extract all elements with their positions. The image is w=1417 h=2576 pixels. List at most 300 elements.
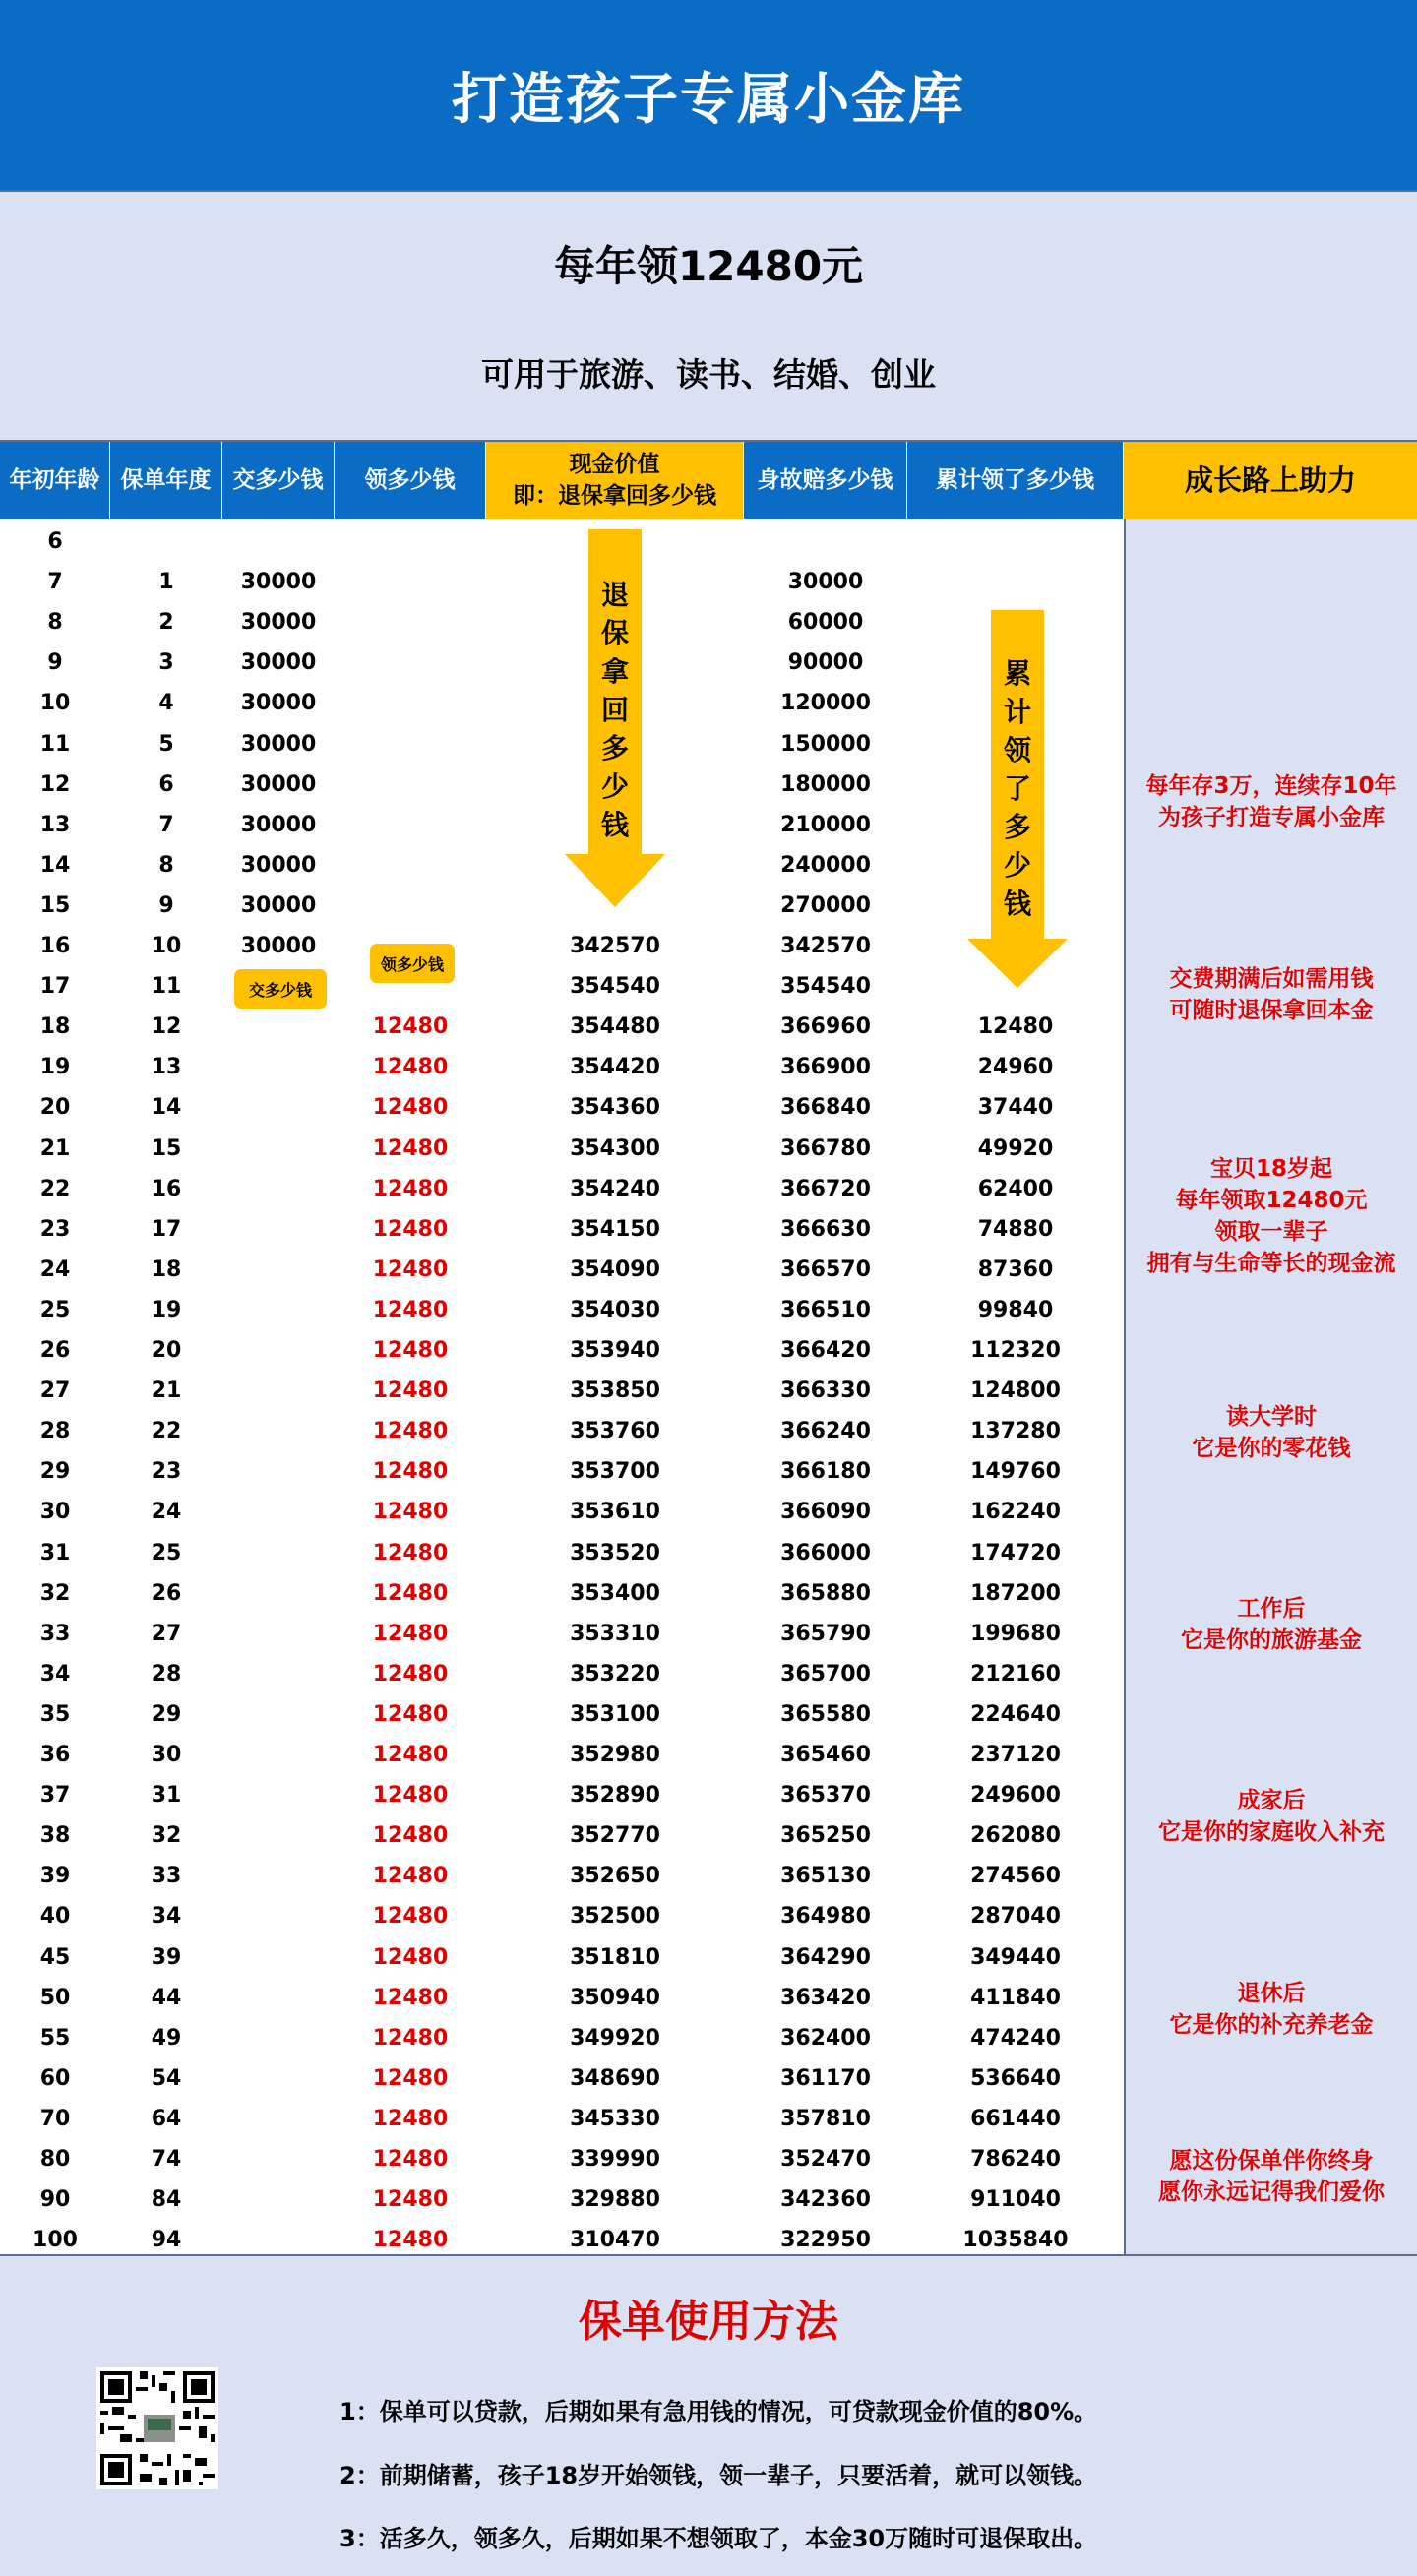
- side-note: [1126, 1153, 1417, 1279]
- cell-cash-value: 352500: [570, 1904, 660, 1930]
- cell-receive: 12480: [372, 2228, 449, 2253]
- cell-age: 9: [47, 650, 63, 676]
- cell-cumulative: 911040: [970, 2187, 1061, 2213]
- side-note-line: 工作后: [1237, 1596, 1306, 1622]
- cell-cash-value: 353940: [570, 1338, 660, 1363]
- cell-receive: 12480: [372, 1701, 449, 1727]
- cell-death-benefit: 352470: [780, 2147, 871, 2172]
- cell-pay: [210, 1492, 347, 1532]
- cell-cash-value: 352890: [570, 1783, 660, 1809]
- cell-policy-year: 12: [151, 1014, 182, 1040]
- cell-death-benefit: 365880: [780, 1580, 871, 1606]
- cell-cumulative: 262080: [970, 1823, 1061, 1849]
- cell-age: 90: [39, 2187, 71, 2213]
- cell-receive: 12480: [372, 1944, 449, 1970]
- cell-death-benefit: 210000: [780, 812, 871, 837]
- side-note-line: 为孩子打造专属小金库: [1158, 805, 1385, 830]
- cell-pay: 30000: [240, 852, 317, 878]
- cell-cash-value: 354540: [570, 974, 660, 1000]
- cell-age: 39: [39, 1864, 71, 1889]
- cell-receive: 12480: [372, 1621, 449, 1646]
- cell-age: 33: [39, 1621, 71, 1646]
- cell-receive: 12480: [372, 1297, 449, 1322]
- cell-receive: [341, 805, 479, 845]
- cell-receive: [341, 562, 479, 602]
- cell-cumulative: [947, 521, 1084, 562]
- cell-cash-value: 353850: [570, 1379, 660, 1404]
- cell-age: 11: [39, 731, 71, 757]
- header-pay: 交多少钱: [222, 442, 335, 519]
- cell-age: 80: [39, 2147, 71, 2172]
- cell-cash-value: 352980: [570, 1743, 660, 1767]
- cell-death-benefit: 361170: [780, 2065, 871, 2091]
- cell-cash-value: 339990: [570, 2147, 660, 2172]
- cell-age: 16: [39, 934, 71, 958]
- cell-death-benefit: 365130: [780, 1864, 871, 1889]
- cell-death-benefit: 270000: [780, 892, 871, 918]
- cell-cumulative: 237120: [970, 1743, 1061, 1767]
- header-cash-value-line2: 即：退保拿回多少钱: [513, 483, 716, 509]
- cell-cumulative: 199680: [970, 1621, 1061, 1646]
- cell-death-benefit: 365790: [780, 1621, 871, 1646]
- side-note: [1126, 2145, 1417, 2208]
- cell-policy-year: 3: [158, 650, 174, 676]
- cell-age: 34: [39, 1661, 71, 1687]
- cell-cash-value: 353400: [570, 1580, 660, 1606]
- side-note-line: 可随时退保拿回本金: [1169, 998, 1374, 1023]
- subtitle-uses: 可用于旅游、读书、结婚、创业: [481, 355, 936, 394]
- side-note-line: 成家后: [1237, 1788, 1306, 1813]
- cell-receive: 12480: [372, 1055, 449, 1080]
- cell-age: 18: [39, 1014, 71, 1040]
- cell-receive: 12480: [372, 1580, 449, 1606]
- cell-age: 26: [39, 1338, 71, 1363]
- cell-cash-value: 354240: [570, 1176, 660, 1201]
- cell-age: 21: [39, 1135, 71, 1161]
- side-note-line: 每年领取12480元: [1175, 1188, 1368, 1213]
- cell-policy-year: 54: [151, 2065, 182, 2091]
- cell-cumulative: 37440: [977, 1095, 1054, 1121]
- cell-age: 32: [39, 1580, 71, 1606]
- cell-death-benefit: 366090: [780, 1500, 871, 1525]
- cell-death-benefit: 180000: [780, 771, 871, 797]
- cell-policy-year: 11: [151, 974, 182, 1000]
- cell-receive: [341, 643, 479, 683]
- cell-death-benefit: 366570: [780, 1257, 871, 1282]
- cell-death-benefit: 366780: [780, 1135, 871, 1161]
- table-row: [0, 886, 1124, 926]
- cell-age: 37: [39, 1783, 71, 1809]
- cell-death-benefit: 60000: [787, 610, 864, 636]
- cell-age: 23: [39, 1216, 71, 1242]
- side-note-line: 它是你的旅游基金: [1181, 1627, 1362, 1653]
- cell-pay: [210, 2179, 347, 2220]
- cell-policy-year: 4: [158, 691, 174, 716]
- cell-age: 60: [39, 2065, 71, 2091]
- cell-death-benefit: 365250: [780, 1823, 871, 1849]
- cell-receive: 12480: [372, 2065, 449, 2091]
- cell-pay: [210, 1371, 347, 1411]
- cell-death-benefit: 366180: [780, 1459, 871, 1485]
- cell-age: 12: [39, 771, 71, 797]
- cell-death-benefit: 366510: [780, 1297, 871, 1322]
- cell-cumulative: 74880: [977, 1216, 1054, 1242]
- cell-policy-year: 6: [158, 771, 174, 797]
- cell-receive: 12480: [372, 1743, 449, 1767]
- cell-cumulative: 137280: [970, 1419, 1061, 1444]
- subtitle-band: [0, 192, 1417, 442]
- cell-policy-year: 1: [158, 570, 174, 595]
- cell-cash-value: 329880: [570, 2187, 660, 2213]
- header-cash-value: [486, 442, 744, 519]
- side-note: [1126, 1978, 1417, 2041]
- cell-receive: 12480: [372, 2147, 449, 2172]
- side-note-line: 宝贝18岁起: [1209, 1156, 1332, 1182]
- cell-policy-year: 26: [151, 1580, 182, 1606]
- cell-cash-value: 353310: [570, 1621, 660, 1646]
- usage-footer: [0, 2254, 1417, 2576]
- cell-cash-value: 348690: [570, 2065, 660, 2091]
- cell-cash-value: 350940: [570, 1985, 660, 2010]
- cell-age: 17: [39, 974, 71, 1000]
- cell-pay: 30000: [240, 570, 317, 595]
- title-banner: [0, 0, 1417, 192]
- table-row: [0, 1209, 1124, 1250]
- cell-age: 20: [39, 1095, 71, 1121]
- table-row: [0, 1371, 1124, 1411]
- side-note-line: 领取一辈子: [1214, 1219, 1328, 1245]
- cell-policy-year: 7: [158, 812, 174, 837]
- cell-cash-value: 353700: [570, 1459, 660, 1485]
- table-row: [0, 602, 1124, 643]
- cell-cumulative: [947, 562, 1084, 602]
- cell-pay: [210, 1250, 347, 1290]
- cell-cumulative: 349440: [970, 1944, 1061, 1970]
- cell-pay: [210, 1451, 347, 1492]
- header-policy-year: 保单年度: [110, 442, 222, 519]
- side-note: [1126, 770, 1417, 833]
- cell-age: 40: [39, 1904, 71, 1930]
- header-receive: 领多少钱: [335, 442, 486, 519]
- cell-policy-year: 49: [151, 2025, 182, 2051]
- cell-death-benefit: 365700: [780, 1661, 871, 1687]
- cell-cumulative: 162240: [970, 1500, 1061, 1525]
- cell-cash-value: 354360: [570, 1095, 660, 1121]
- table-row: [0, 1978, 1124, 2018]
- cell-death-benefit: 366960: [780, 1014, 871, 1040]
- side-note-line: 愿这份保单伴你终身: [1169, 2148, 1374, 2174]
- cell-death-benefit: 366000: [780, 1540, 871, 1565]
- cell-policy-year: 31: [151, 1783, 182, 1809]
- cell-age: 24: [39, 1257, 71, 1282]
- side-note: [1126, 1401, 1417, 1464]
- cell-cash-value: 353760: [570, 1419, 660, 1444]
- cell-policy-year: 34: [151, 1904, 182, 1930]
- cell-policy-year: 15: [151, 1135, 182, 1161]
- side-note-line: 它是你的家庭收入补充: [1158, 1819, 1385, 1845]
- cell-pay: [210, 2139, 347, 2179]
- qr-code-icon: [96, 2367, 218, 2489]
- cell-cash-value: 353220: [570, 1661, 660, 1687]
- table-row: [0, 683, 1124, 723]
- cell-age: 6: [47, 529, 63, 554]
- cell-policy-year: 32: [151, 1823, 182, 1849]
- cell-policy-year: 44: [151, 1985, 182, 2010]
- cell-cash-value: 354030: [570, 1297, 660, 1322]
- cell-pay: 30000: [240, 650, 317, 676]
- cell-cumulative: 474240: [970, 2025, 1061, 2051]
- cell-pay: [210, 1614, 347, 1654]
- cell-pay: [210, 1856, 347, 1896]
- side-note: [1126, 1593, 1417, 1656]
- cell-cumulative: 12480: [977, 1014, 1054, 1040]
- cell-policy-year: 23: [151, 1459, 182, 1485]
- table-row: [0, 926, 1124, 966]
- cell-death-benefit: 366330: [780, 1379, 871, 1404]
- table-row: [0, 2058, 1124, 2099]
- cell-age: 100: [32, 2228, 78, 2253]
- cell-pay: [210, 1209, 347, 1250]
- cell-age: 13: [39, 812, 71, 837]
- table-row: [0, 1937, 1124, 1978]
- cell-receive: 12480: [372, 2187, 449, 2213]
- cell-death-benefit: 365580: [780, 1701, 871, 1727]
- cell-cash-value: 354300: [570, 1135, 660, 1161]
- cell-age: 45: [39, 1944, 71, 1970]
- cell-pay: [210, 2058, 347, 2099]
- cell-age: 55: [39, 2025, 71, 2051]
- cell-pay: [210, 1290, 347, 1330]
- cell-cash-value: 353610: [570, 1500, 660, 1525]
- cell-death-benefit: 322950: [780, 2228, 871, 2253]
- cell-death-benefit: 357810: [780, 2106, 871, 2131]
- cell-policy-year: 19: [151, 1297, 182, 1322]
- cell-cumulative: 224640: [970, 1701, 1061, 1727]
- cell-death-benefit: 150000: [780, 731, 871, 757]
- table-row: [0, 1573, 1124, 1614]
- cell-pay: [210, 1694, 347, 1735]
- cell-policy-year: 64: [151, 2106, 182, 2131]
- cell-death-benefit: 365460: [780, 1743, 871, 1767]
- cell-death-benefit: 363420: [780, 1985, 871, 2010]
- cell-policy-year: 17: [151, 1216, 182, 1242]
- table-row: [0, 1614, 1124, 1654]
- cell-receive: [341, 683, 479, 723]
- cell-cumulative: 49920: [977, 1135, 1054, 1161]
- cell-policy-year: 5: [158, 731, 174, 757]
- cell-pay: [210, 1937, 347, 1978]
- cell-cash-value: 352650: [570, 1864, 660, 1889]
- usage-tip-2: 2：前期储蓄，孩子18岁开始领钱，领一辈子，只要活着，就可以领钱。: [339, 2462, 1098, 2489]
- cell-cash-value: 351810: [570, 1944, 660, 1970]
- side-note-line: 它是你的补充养老金: [1169, 2012, 1374, 2038]
- cell-policy-year: 24: [151, 1500, 182, 1525]
- cell-pay: [210, 1533, 347, 1573]
- cell-death-benefit: 366420: [780, 1338, 871, 1363]
- cell-pay: [210, 1411, 347, 1451]
- growth-side-panel: [1124, 519, 1417, 2254]
- cell-receive: 12480: [372, 1095, 449, 1121]
- cell-receive: 12480: [372, 1500, 449, 1525]
- cell-pay: [210, 1775, 347, 1815]
- side-note-line: 它是你的零花钱: [1192, 1436, 1351, 1461]
- cell-cash-value: 353520: [570, 1540, 660, 1565]
- table-row: [0, 1775, 1124, 1815]
- cell-receive: [341, 724, 479, 765]
- cell-receive: 12480: [372, 1379, 449, 1404]
- cell-cumulative: 411840: [970, 1985, 1061, 2010]
- table-row: [0, 2139, 1124, 2179]
- cell-receive: 12480: [372, 1540, 449, 1565]
- cell-death-benefit: 362400: [780, 2025, 871, 2051]
- table-row: [0, 1533, 1124, 1573]
- cell-pay: [210, 1978, 347, 2018]
- cell-pay: [210, 1169, 347, 1209]
- cell-cumulative: 149760: [970, 1459, 1061, 1485]
- cell-policy-year: 22: [151, 1419, 182, 1444]
- cell-death-benefit: [757, 521, 894, 562]
- cell-receive: [341, 845, 479, 886]
- cell-cumulative: 87360: [977, 1257, 1054, 1282]
- cell-death-benefit: 364290: [780, 1944, 871, 1970]
- cell-death-benefit: 364980: [780, 1904, 871, 1930]
- cell-death-benefit: 342570: [780, 934, 871, 958]
- cell-age: 8: [47, 610, 63, 636]
- pay-tag: 交多少钱: [234, 969, 327, 1009]
- cell-age: 14: [39, 852, 71, 878]
- usage-tip-3: 3：活多久，领多久，后期如果不想领取了，本金30万随时可退保取出。: [339, 2525, 1098, 2552]
- table-row: [0, 2099, 1124, 2139]
- side-note-line: 愿你永远记得我们爱你: [1158, 2179, 1385, 2205]
- table-row: [0, 1856, 1124, 1896]
- cell-cumulative: 99840: [977, 1297, 1054, 1322]
- cell-cash-value: 354090: [570, 1257, 660, 1282]
- table-row: [0, 1007, 1124, 1047]
- cell-policy-year: 39: [151, 1944, 182, 1970]
- cell-pay: [210, 1129, 347, 1169]
- cell-pay: [210, 1654, 347, 1694]
- table-row: [0, 2179, 1124, 2220]
- cell-death-benefit: 342360: [780, 2187, 871, 2213]
- cell-death-benefit: 366840: [780, 1095, 871, 1121]
- cell-policy-year: 28: [151, 1661, 182, 1687]
- cell-cumulative: 249600: [970, 1783, 1061, 1809]
- cell-age: 27: [39, 1379, 71, 1404]
- table-row: [0, 521, 1124, 562]
- cell-receive: 12480: [372, 1864, 449, 1889]
- cell-cumulative: 112320: [970, 1338, 1061, 1363]
- table-row: [0, 1896, 1124, 1936]
- cell-cash-value: 349920: [570, 2025, 660, 2051]
- cell-receive: 12480: [372, 1176, 449, 1201]
- table-row: [0, 1451, 1124, 1492]
- cell-cumulative: 212160: [970, 1661, 1061, 1687]
- cell-policy-year: 2: [158, 610, 174, 636]
- cell-policy-year: 14: [151, 1095, 182, 1121]
- cell-receive: 12480: [372, 1338, 449, 1363]
- cell-age: 70: [39, 2106, 71, 2131]
- cell-age: 22: [39, 1176, 71, 1201]
- cell-receive: [341, 521, 479, 562]
- cell-policy-year: 29: [151, 1701, 182, 1727]
- table-row: [0, 1492, 1124, 1532]
- cell-receive: 12480: [372, 2025, 449, 2051]
- cell-age: 38: [39, 1823, 71, 1849]
- qr-code: [96, 2367, 218, 2489]
- table-row: [0, 1087, 1124, 1128]
- side-note-line: 读大学时: [1226, 1404, 1317, 1430]
- table-row: [0, 1815, 1124, 1856]
- cell-policy-year: 21: [151, 1379, 182, 1404]
- cell-cash-value: 354420: [570, 1055, 660, 1080]
- cell-cumulative: 124800: [970, 1379, 1061, 1404]
- cell-pay: [210, 1007, 347, 1047]
- header-cumulative: 累计领了多少钱: [907, 442, 1124, 519]
- arrow-cumulative-label: 累 计 领 了 多 少 钱: [1003, 657, 1031, 920]
- cell-policy-year: 10: [151, 934, 182, 958]
- cell-age: 35: [39, 1701, 71, 1727]
- header-death-benefit: 身故赔多少钱: [744, 442, 907, 519]
- cell-age: 31: [39, 1540, 71, 1565]
- cell-death-benefit: 90000: [787, 650, 864, 676]
- cell-policy-year: 33: [151, 1864, 182, 1889]
- cell-death-benefit: 354540: [780, 974, 871, 1000]
- side-note-line: 交费期满后如需用钱: [1169, 966, 1374, 992]
- side-note: [1126, 963, 1417, 1026]
- table-row: [0, 1250, 1124, 1290]
- subtitle: 每年领12480元: [553, 242, 864, 290]
- cell-pay: [210, 1087, 347, 1128]
- cell-cash-value: 310470: [570, 2228, 660, 2253]
- cell-policy-year: 8: [158, 852, 174, 878]
- cell-policy-year: 25: [151, 1540, 182, 1565]
- cell-age: 15: [39, 892, 71, 918]
- cell-policy-year: 94: [151, 2228, 182, 2253]
- cell-receive: [341, 765, 479, 805]
- cell-death-benefit: 366900: [780, 1055, 871, 1080]
- cell-death-benefit: 240000: [780, 852, 871, 878]
- cell-pay: [210, 1815, 347, 1856]
- cell-receive: [341, 602, 479, 643]
- cell-cumulative: 24960: [977, 1055, 1054, 1080]
- cell-receive: 12480: [372, 2106, 449, 2131]
- usage-title: 保单使用方法: [579, 2297, 838, 2347]
- cell-receive: 12480: [372, 1459, 449, 1485]
- cell-pay: [210, 1735, 347, 1775]
- cell-policy-year: 13: [151, 1055, 182, 1080]
- cell-policy-year: 27: [151, 1621, 182, 1646]
- cell-policy-year: 18: [151, 1257, 182, 1282]
- table-row: [0, 1047, 1124, 1087]
- table-row: [0, 2018, 1124, 2058]
- cell-age: 19: [39, 1055, 71, 1080]
- table-row: [0, 1411, 1124, 1451]
- table-row: [0, 805, 1124, 845]
- table-row: [0, 1694, 1124, 1735]
- cell-policy-year: 9: [158, 892, 174, 918]
- cell-age: 29: [39, 1459, 71, 1485]
- table-row: [0, 562, 1124, 602]
- cell-pay: [210, 521, 347, 562]
- cell-cumulative: 287040: [970, 1904, 1061, 1930]
- cell-age: 30: [39, 1500, 71, 1525]
- cell-pay: [210, 1047, 347, 1087]
- cell-policy-year: 74: [151, 2147, 182, 2172]
- header-growth-help: 成长路上助力: [1124, 442, 1417, 519]
- usage-tip-1: 1：保单可以贷款，后期如果有急用钱的情况，可贷款现金价值的80%。: [339, 2398, 1098, 2425]
- cell-cumulative: 187200: [970, 1580, 1061, 1606]
- cell-pay: 30000: [240, 610, 317, 636]
